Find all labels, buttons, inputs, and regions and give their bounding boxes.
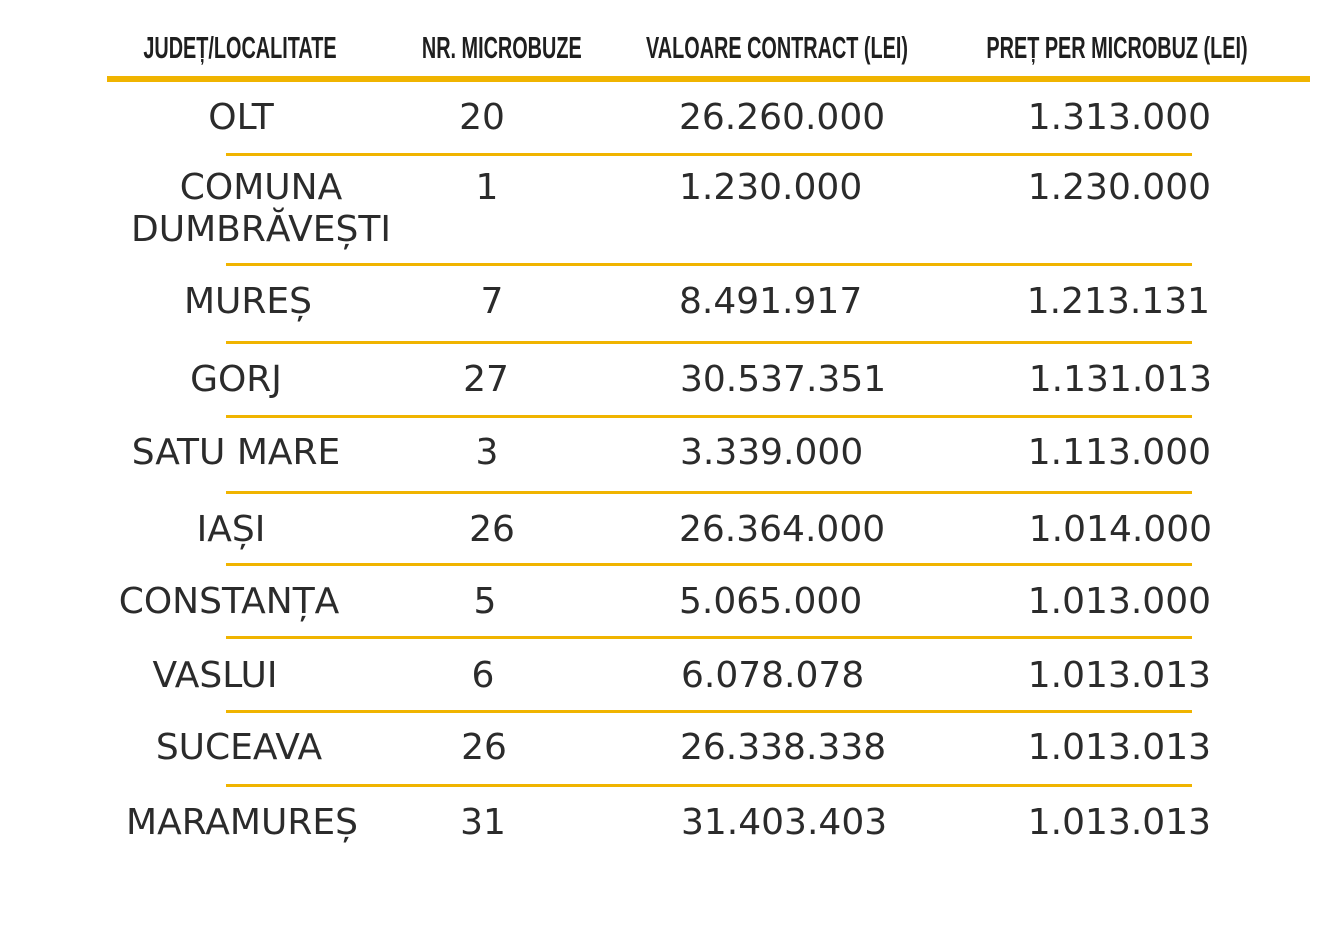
cell-pret-per-microbuz: 1.013.013	[1027, 655, 1211, 696]
cell-pret-per-microbuz: 1.013.000	[1027, 581, 1211, 622]
row-divider	[226, 491, 1192, 494]
cell-judet: SUCEAVA	[155, 727, 323, 768]
cell-valoare-contract: 31.403.403	[681, 802, 888, 843]
header-judet: JUDEȚ/LOCALITATE	[143, 30, 337, 65]
cell-valoare-contract: 3.339.000	[680, 432, 864, 473]
cell-pret-per-microbuz: 1.230.000	[1027, 167, 1211, 208]
cell-pret-per-microbuz: 1.131.013	[1028, 359, 1212, 400]
cell-valoare-contract: 30.537.351	[680, 359, 887, 400]
cell-pret-per-microbuz: 1.313.000	[1027, 97, 1211, 138]
cell-nr-microbuze: 26	[461, 727, 507, 768]
cell-nr-microbuze: 27	[463, 359, 509, 400]
cell-judet: GORJ	[190, 359, 282, 400]
header-pret-per-microbuz: PREȚ PER MICROBUZ (LEI)	[986, 30, 1248, 65]
cell-valoare-contract: 5.065.000	[679, 581, 863, 622]
header-nr-microbuze: NR. MICROBUZE	[421, 30, 582, 65]
cell-judet: VASLUI	[152, 655, 278, 696]
cell-judet: SATU MARE	[131, 432, 341, 473]
header-valoare-contract: VALOARE CONTRACT (LEI)	[646, 30, 908, 65]
cell-judet: MUREȘ	[183, 281, 313, 322]
cell-nr-microbuze: 1	[475, 167, 499, 208]
cell-pret-per-microbuz: 1.013.013	[1027, 802, 1211, 843]
cell-nr-microbuze: 20	[459, 97, 505, 138]
row-divider	[226, 636, 1192, 639]
cell-pret-per-microbuz: 1.113.000	[1027, 432, 1211, 473]
cell-judet: OLT	[208, 97, 274, 138]
row-divider	[226, 341, 1192, 344]
row-divider	[226, 710, 1192, 713]
cell-valoare-contract: 26.338.338	[680, 727, 887, 768]
cell-pret-per-microbuz: 1.014.000	[1028, 509, 1212, 550]
cell-judet: CONSTANȚA	[118, 581, 340, 622]
header-divider	[107, 76, 1310, 82]
cell-nr-microbuze: 7	[480, 281, 504, 322]
cell-nr-microbuze: 31	[460, 802, 506, 843]
cell-valoare-contract: 26.364.000	[679, 509, 886, 550]
cell-valoare-contract: 8.491.917	[679, 281, 863, 322]
cell-judet: IAȘI	[196, 509, 266, 550]
cell-nr-microbuze: 3	[475, 432, 499, 473]
cell-judet: MARAMUREȘ	[126, 802, 358, 843]
row-divider	[226, 784, 1192, 787]
cell-valoare-contract: 26.260.000	[679, 97, 886, 138]
cell-nr-microbuze: 26	[469, 509, 515, 550]
cell-nr-microbuze: 6	[471, 655, 495, 696]
cell-judet: COMUNA	[179, 167, 343, 208]
cell-pret-per-microbuz: 1.013.013	[1027, 727, 1211, 768]
cell-nr-microbuze: 5	[473, 581, 497, 622]
row-divider	[226, 415, 1192, 418]
row-divider	[226, 153, 1192, 156]
cell-pret-per-microbuz: 1.213.131	[1026, 281, 1210, 322]
row-divider	[226, 563, 1192, 566]
cell-valoare-contract: 1.230.000	[679, 167, 863, 208]
cell-judet-line2: DUMBRĂVEȘTI	[131, 209, 391, 250]
cell-valoare-contract: 6.078.078	[681, 655, 865, 696]
row-divider	[226, 263, 1192, 266]
